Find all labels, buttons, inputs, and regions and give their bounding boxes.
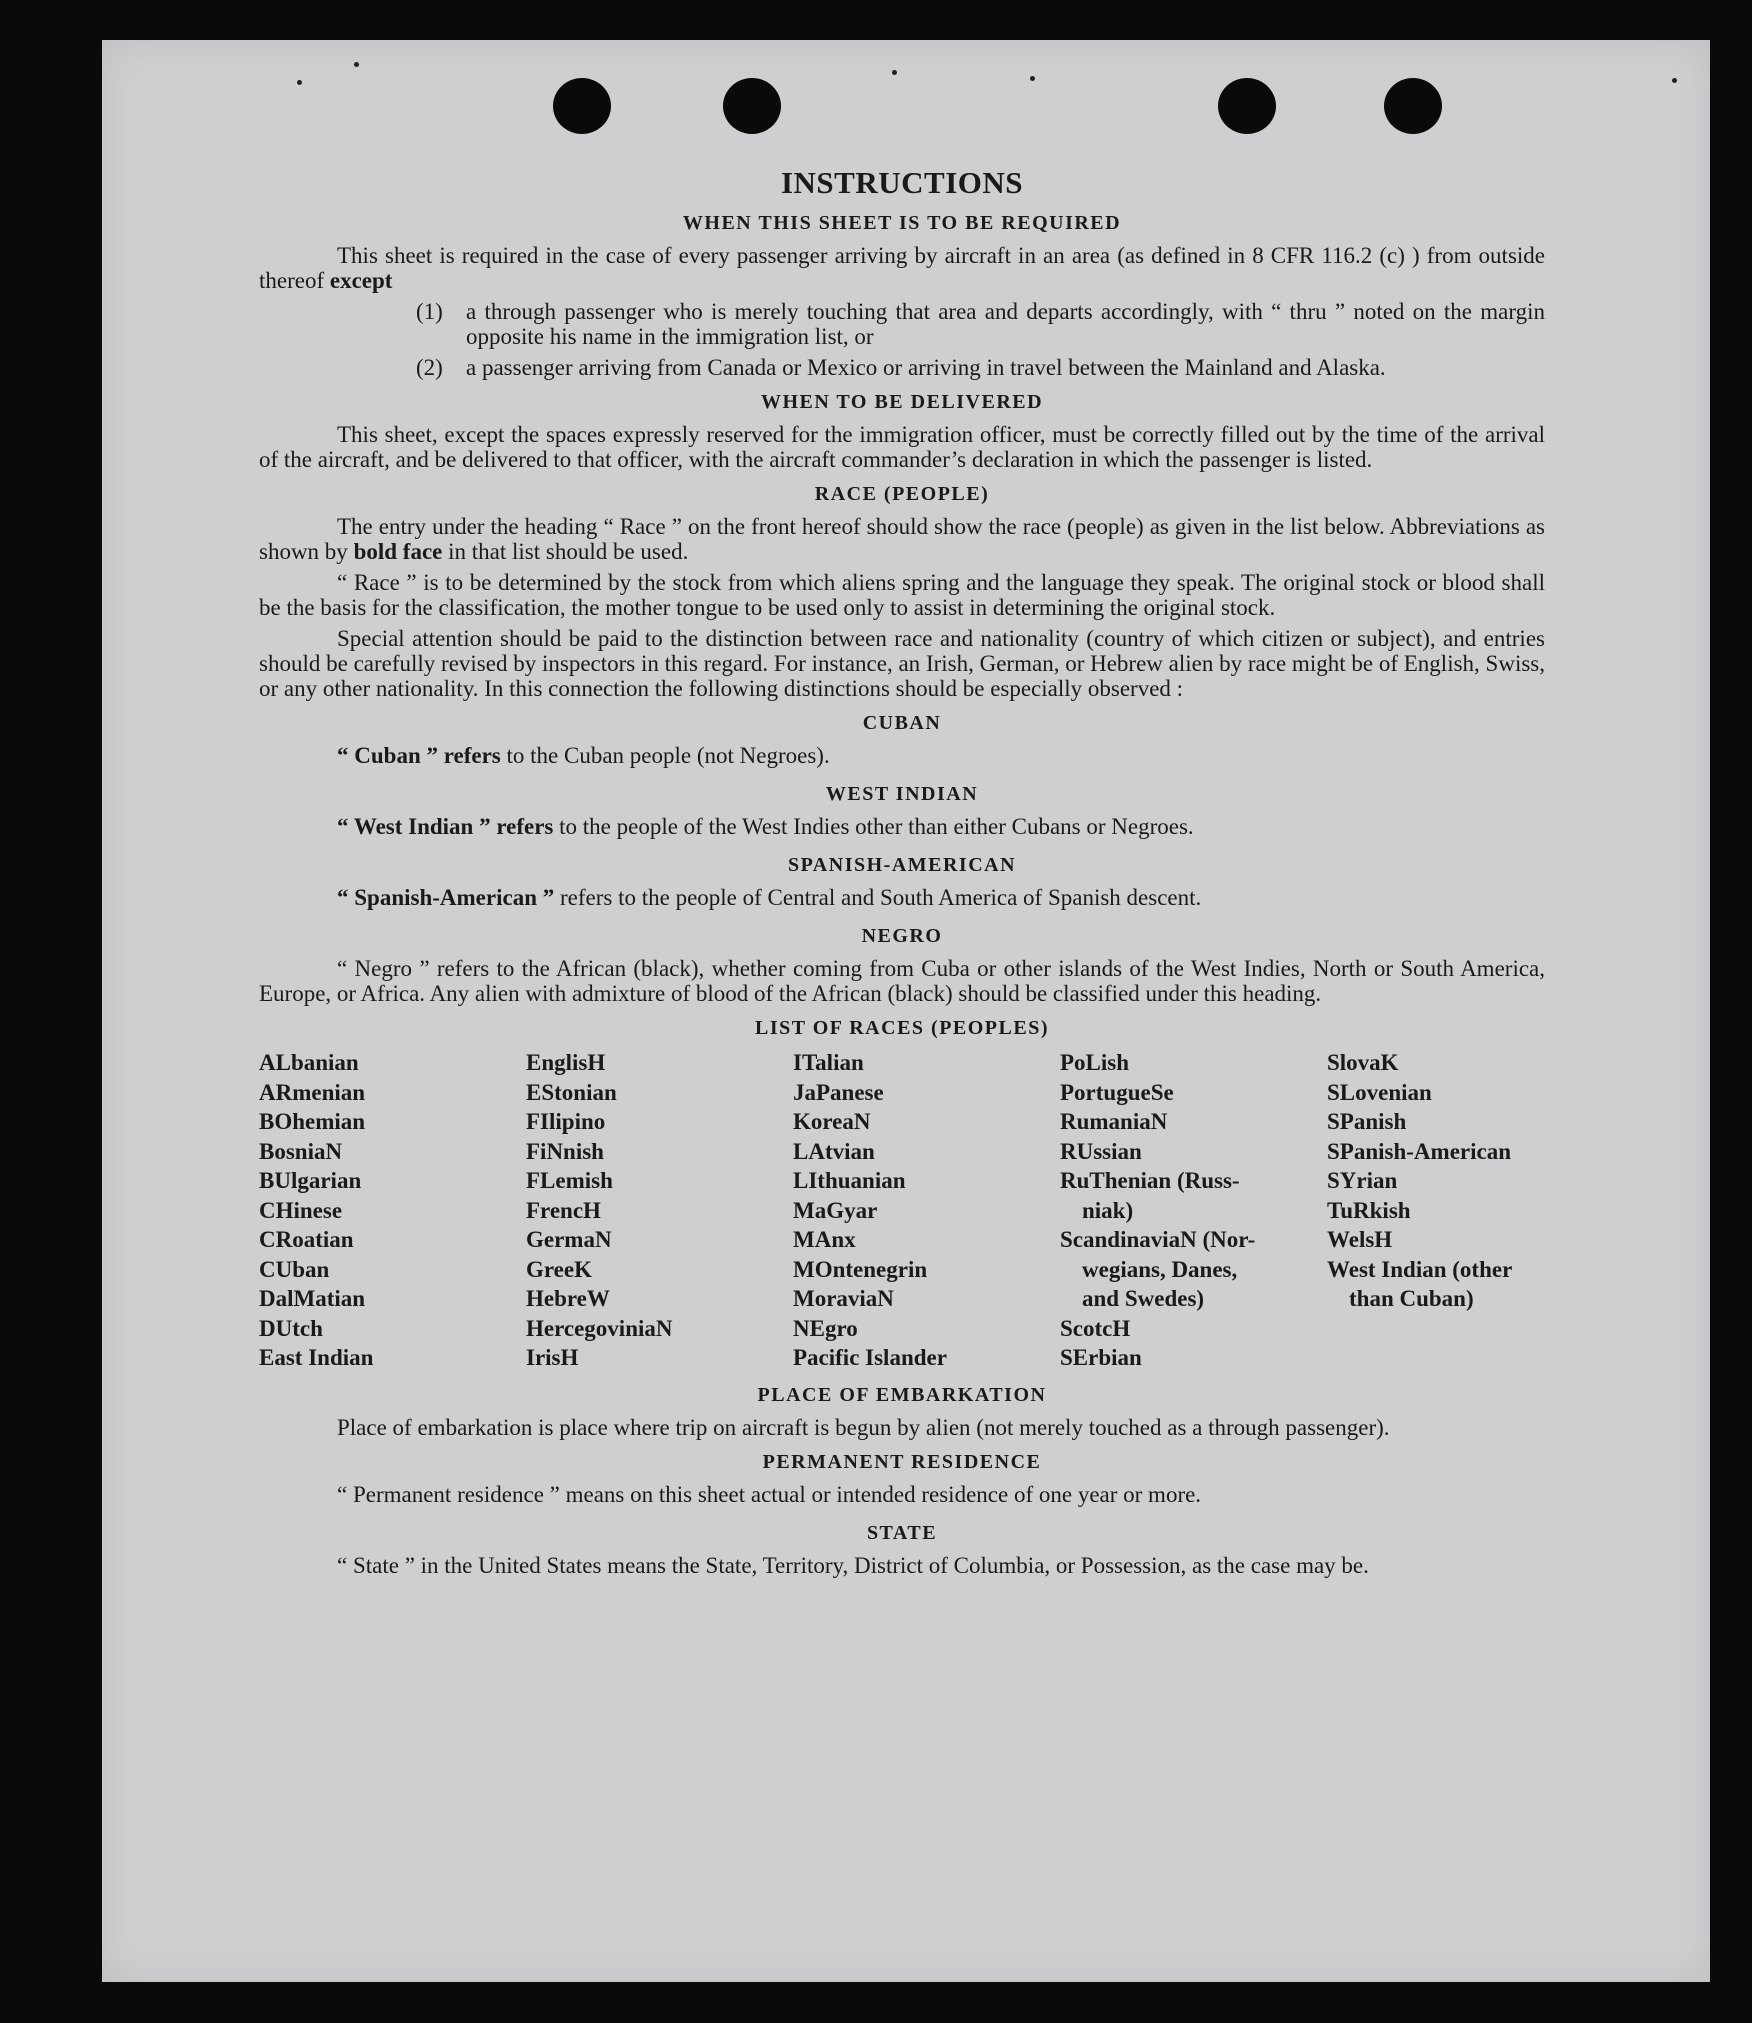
race-entry: SPanish-American xyxy=(1327,1138,1511,1164)
race-entry: SYrian xyxy=(1327,1168,1398,1193)
delivered-text: This sheet, except the spaces expressly reserved for the immigration officer, must be correctly filled out by the time of the arrival of the aircraft, and be delivered to that officer, with the aircraft commander’s declaration in which the passenger is listed. xyxy=(259,422,1545,472)
race-entry: EnglisH xyxy=(526,1050,606,1075)
race-entry: TuRkish xyxy=(1327,1197,1411,1223)
punch-hole xyxy=(723,78,781,134)
heading-state: STATE xyxy=(866,1521,938,1544)
race-entry: FiNnish xyxy=(526,1138,604,1164)
heading-race: RACE (PEOPLE) xyxy=(814,483,990,505)
instructions-body xyxy=(259,165,1545,1584)
race-entry: East Indian xyxy=(259,1345,374,1370)
race-entry: MoraviaN xyxy=(793,1286,894,1311)
race-entry: MAnx xyxy=(793,1227,856,1252)
heading-negro: NEGRO xyxy=(861,925,943,947)
punch-hole xyxy=(1384,78,1442,134)
race-entry: ScotcH xyxy=(1060,1315,1131,1341)
race-p1-b: in that list should be used. xyxy=(448,539,689,564)
race-entry: CUban xyxy=(259,1256,330,1282)
print-speck xyxy=(354,62,359,67)
race-entry: CHinese xyxy=(259,1197,343,1223)
race-entry-continued: wegians, Danes, xyxy=(1082,1256,1238,1282)
race-entry: EStonian xyxy=(526,1079,617,1105)
required-item xyxy=(416,355,1545,380)
race-p1-bold: bold face xyxy=(353,539,443,564)
page-title: INSTRUCTIONS xyxy=(780,165,1023,200)
spanish-american-rest: refers to the people of Central and South America of Spanish descent. xyxy=(560,885,1202,910)
required-intro-bold: except xyxy=(329,268,393,293)
race-entry: FrencH xyxy=(526,1197,601,1223)
race-entry: LIthuanian xyxy=(793,1168,906,1193)
permanent-residence-text: “ Permanent residence ” means on this sheet actual or intended residence of one year or more. xyxy=(337,1481,1202,1507)
race-entry: MaGyar xyxy=(793,1197,878,1223)
west-indian-term: “ West Indian ” refers xyxy=(337,814,554,839)
required-intro xyxy=(259,243,1545,293)
race-paragraph-1 xyxy=(259,514,1545,564)
print-speck xyxy=(892,70,897,75)
spanish-american-definition xyxy=(259,885,1545,910)
race-entry: SLovenian xyxy=(1327,1079,1432,1105)
race-entry: CRoatian xyxy=(259,1227,354,1252)
race-entry: GreeK xyxy=(526,1256,592,1282)
race-entry: RUssian xyxy=(1060,1138,1142,1164)
heading-required: WHEN THIS SHEET IS TO BE REQUIRED xyxy=(682,212,1122,234)
race-column xyxy=(1060,1048,1327,1373)
race-entry: FLemish xyxy=(526,1168,613,1193)
race-entry: West Indian (other xyxy=(1327,1256,1513,1282)
item-number: (1) xyxy=(416,299,443,324)
print-speck xyxy=(297,80,302,85)
race-paragraph-2: “ Race ” is to be determined by the stock from which aliens spring and the language they speak. The original stock or blood shall be the basis for the classification, the mother tongue to be used only to assist in determining the original stock. xyxy=(259,570,1545,620)
document-page xyxy=(102,40,1710,1982)
race-entry: WelsH xyxy=(1327,1227,1393,1252)
heading-spanish-american: SPANISH-AMERICAN xyxy=(787,854,1017,876)
cuban-definition xyxy=(259,743,1545,768)
race-entry: DUtch xyxy=(259,1315,323,1341)
race-entry: IrisH xyxy=(526,1345,579,1370)
cuban-term: “ Cuban ” refers xyxy=(337,743,501,768)
race-entry: NEgro xyxy=(793,1315,858,1341)
negro-definition: “ Negro ” refers to the African (black), whether coming from Cuba or other islands of the West Indies, North or South America, Europe, or Africa. Any alien with admixture of blood of the African (black) should be classified under this heading. xyxy=(259,956,1545,1006)
race-entry: HebreW xyxy=(526,1286,610,1311)
race-entry: MOntenegrin xyxy=(793,1256,928,1282)
race-column xyxy=(526,1048,793,1373)
heading-embarkation: PLACE OF EMBARKATION xyxy=(757,1383,1047,1406)
race-entry: PortugueSe xyxy=(1060,1079,1174,1105)
punch-hole xyxy=(553,78,611,134)
race-entry: SErbian xyxy=(1060,1345,1142,1370)
embarkation-text: Place of embarkation is place where trip on aircraft is begun by alien (not merely touched as a through passenger). xyxy=(337,1414,1390,1440)
race-entry: ITalian xyxy=(793,1050,864,1075)
race-entry: LAtvian xyxy=(793,1138,875,1164)
spanish-american-term: “ Spanish-American ” xyxy=(337,885,555,910)
cuban-rest: to the Cuban people (not Negroes). xyxy=(506,743,830,768)
race-entry: SlovaK xyxy=(1327,1050,1399,1075)
race-entry: ALbanian xyxy=(259,1050,359,1075)
race-entry: GermaN xyxy=(526,1227,612,1252)
punch-hole xyxy=(1218,78,1276,134)
race-entry-continued: niak) xyxy=(1082,1197,1134,1223)
item-number: (2) xyxy=(416,355,443,380)
race-paragraph-3: Special attention should be paid to the distinction between race and nationality (country of which citizen or subject), and entries should be carefully revised by inspectors in this regard. For instance, an Irish, German, or Hebrew alien by race might be of English, Swiss, or any other nationality. In this connection the following distinctions should be especially observed : xyxy=(259,626,1545,701)
race-entry: Pacific Islander xyxy=(793,1345,947,1370)
race-entry: HercegoviniaN xyxy=(526,1315,673,1341)
race-entry: PoLish xyxy=(1060,1050,1130,1075)
west-indian-rest: to the people of the West Indies other than either Cubans or Negroes. xyxy=(559,814,1194,839)
heading-list-of-races: LIST OF RACES (PEOPLES) xyxy=(754,1017,1049,1039)
race-entry: DalMatian xyxy=(259,1286,366,1311)
race-column xyxy=(793,1048,1060,1373)
race-entry-continued: than Cuban) xyxy=(1349,1286,1474,1311)
race-entry: BOhemian xyxy=(259,1109,366,1134)
race-entry: RumaniaN xyxy=(1060,1109,1168,1134)
race-entry: ARmenian xyxy=(259,1079,366,1105)
print-speck xyxy=(1672,78,1677,83)
west-indian-definition xyxy=(259,814,1545,839)
required-intro-text: This sheet is required in the case of every passenger arriving by aircraft in an area (as defined in 8 CFR 116.2 (c) ) from outside thereof xyxy=(259,243,1545,293)
heading-delivered: WHEN TO BE DELIVERED xyxy=(760,391,1044,413)
race-p1-a: The entry under the heading “ Race ” on the front hereof should show the race (people) as given in the list below. Abbreviations as shown by xyxy=(259,514,1545,564)
heading-cuban: CUBAN xyxy=(862,712,942,734)
heading-permanent-residence: PERMANENT RESIDENCE xyxy=(762,1450,1042,1473)
race-entry: JaPanese xyxy=(793,1079,884,1105)
item-text: a through passenger who is merely touching that area and departs accordingly, with “ thru ” noted on the margin opposite his name in the immigration list, or xyxy=(466,299,1545,349)
race-list xyxy=(259,1048,1545,1373)
race-entry: KoreaN xyxy=(793,1109,871,1134)
race-entry: SPanish xyxy=(1327,1109,1407,1134)
item-text: a passenger arriving from Canada or Mexico or arriving in travel between the Mainland and Alaska. xyxy=(466,355,1386,380)
race-column xyxy=(259,1048,526,1373)
required-item xyxy=(416,299,1545,349)
race-entry: ScandinaviaN (Nor- xyxy=(1060,1227,1256,1252)
race-entry-continued: and Swedes) xyxy=(1082,1286,1205,1311)
race-entry: BosniaN xyxy=(259,1138,343,1164)
race-column xyxy=(1327,1048,1547,1373)
heading-west-indian: WEST INDIAN xyxy=(825,783,979,805)
race-entry: FIlipino xyxy=(526,1109,606,1134)
print-speck xyxy=(1030,76,1035,81)
race-entry: RuThenian (Russ- xyxy=(1060,1168,1240,1193)
race-entry: BUlgarian xyxy=(259,1168,362,1193)
state-text: “ State ” in the United States means the State, Territory, District of Columbia, or Possession, as the case may be. xyxy=(337,1552,1369,1578)
